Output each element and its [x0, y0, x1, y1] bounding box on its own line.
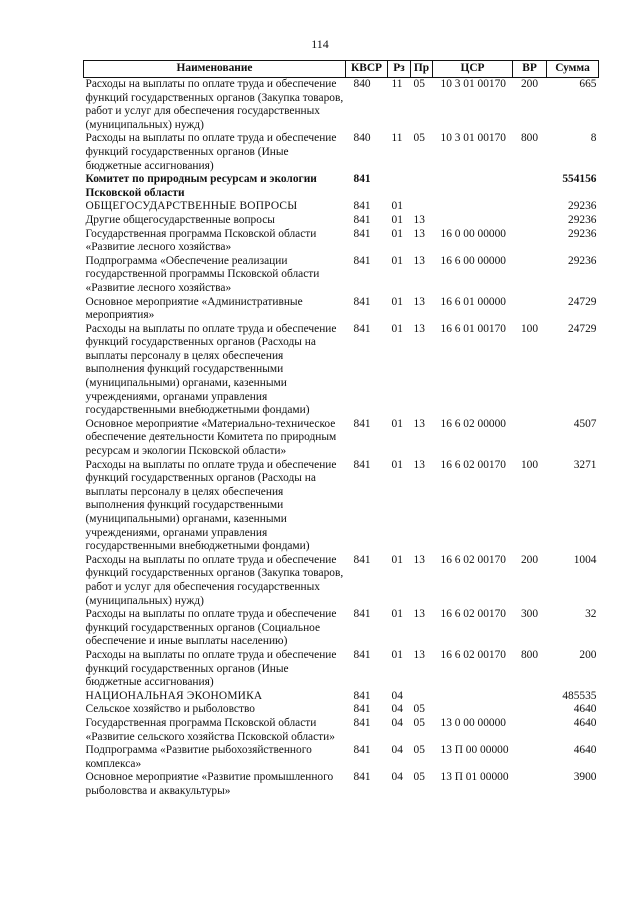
cell-name: Расходы на выплаты по оплате труда и обеспечение функций государственных органов (Расходы на выплаты персоналу в целях обеспечения выполнения функций государственными (муниципальными) органами, казенными учреждениями, органами управления государственными внебюджетными фондами) — [85, 322, 337, 417]
cell-pr — [411, 200, 433, 214]
table-row — [84, 459, 599, 554]
table-row — [84, 717, 599, 744]
cell-pr: 05 — [413, 78, 425, 90]
header-name: Наименование — [84, 61, 346, 78]
cell-pr: 13 — [413, 553, 425, 566]
cell-vr — [513, 296, 547, 323]
cell-rz: 11 — [391, 132, 403, 145]
table-row — [84, 771, 599, 798]
cell-sum: 4640 — [573, 744, 597, 757]
cell-kvsr: 841 — [353, 295, 371, 308]
cell-rz: 01 — [391, 295, 403, 308]
cell-pr: 13 — [413, 608, 425, 621]
cell-name: Подпрограмма «Развитие рыбохозяйственного комплекса» — [85, 744, 312, 770]
table-row — [84, 690, 599, 704]
cell-rz: 01 — [391, 648, 403, 661]
cell-csr — [433, 200, 513, 214]
cell-vr: 800 — [520, 132, 539, 145]
cell-csr — [433, 703, 513, 717]
cell-kvsr: 841 — [353, 648, 371, 661]
cell-rz: 01 — [391, 553, 403, 566]
cell-pr: 13 — [413, 295, 425, 308]
cell-sum: 1004 — [573, 553, 597, 566]
cell-vr — [513, 214, 547, 228]
cell-rz: 11 — [391, 78, 403, 90]
cell-pr — [411, 690, 433, 704]
cell-pr: 13 — [413, 648, 425, 661]
cell-kvsr: 841 — [353, 689, 371, 702]
cell-vr — [513, 717, 547, 744]
cell-kvsr: 841 — [353, 744, 371, 757]
cell-csr: 13 П 00 00000 — [440, 744, 509, 757]
cell-vr — [513, 255, 547, 296]
cell-kvsr: 841 — [353, 200, 371, 213]
cell-name: Сельское хозяйство и рыболовство — [85, 703, 255, 716]
cell-kvsr: 841 — [353, 417, 371, 430]
cell-rz — [388, 173, 411, 200]
cell-name: Расходы на выплаты по оплате труда и обеспечение функций государственных органов (Закупка товаров, работ и услуг для обеспечения государственных (муниципальных) нужд) — [85, 78, 344, 131]
cell-name: Основное мероприятие «Административные мероприятия» — [85, 295, 303, 322]
cell-kvsr: 841 — [353, 553, 371, 566]
table-row — [84, 323, 599, 418]
cell-name: Расходы на выплаты по оплате труда и обеспечение функций государственных органов (Социальное обеспечение и иные выплаты населению) — [85, 608, 337, 648]
table-row — [84, 78, 599, 133]
cell-csr: 16 6 02 00170 — [440, 648, 506, 661]
cell-rz: 01 — [391, 254, 403, 267]
cell-csr: 16 6 02 00170 — [440, 458, 506, 471]
cell-rz: 04 — [391, 689, 403, 702]
cell-name: Государственная программа Псковской области «Развитие сельского хозяйства Псковской области» — [85, 716, 335, 743]
cell-vr: 100 — [520, 458, 539, 471]
table-body — [84, 78, 599, 799]
cell-sum: 200 — [579, 648, 597, 661]
cell-name: Другие общегосударственные вопросы — [85, 213, 275, 226]
cell-name: Расходы на выплаты по оплате труда и обеспечение функций государственных органов (Иные бюджетные ассигнования) — [85, 132, 337, 172]
table-row — [84, 608, 599, 649]
cell-pr: 13 — [413, 458, 425, 471]
cell-rz: 04 — [391, 744, 403, 757]
cell-vr — [513, 228, 547, 255]
cell-name: НАЦИОНАЛЬНАЯ ЭКОНОМИКА — [85, 689, 263, 702]
cell-name: Подпрограмма «Обеспечение реализации государственной программы Псковской области «Развитие лесного хозяйства» — [85, 254, 320, 294]
cell-rz: 01 — [391, 200, 403, 213]
cell-sum: 29236 — [568, 227, 597, 240]
cell-csr: 10 3 01 00170 — [440, 132, 506, 145]
cell-csr: 16 0 00 00000 — [440, 227, 506, 240]
cell-pr: 13 — [413, 417, 425, 430]
cell-csr: 16 6 00 00000 — [440, 254, 506, 267]
cell-pr: 13 — [413, 227, 425, 240]
cell-csr: 16 6 02 00170 — [440, 608, 506, 621]
cell-rz: 04 — [391, 703, 403, 716]
table-row — [84, 200, 599, 214]
cell-vr — [513, 771, 547, 798]
cell-kvsr: 841 — [353, 703, 371, 716]
cell-kvsr: 841 — [353, 458, 371, 471]
cell-rz: 01 — [391, 458, 403, 471]
cell-kvsr: 841 — [353, 771, 371, 784]
cell-vr — [513, 418, 547, 459]
cell-pr: 05 — [413, 703, 425, 716]
cell-sum: 3900 — [573, 771, 597, 784]
cell-vr — [513, 703, 547, 717]
table-row — [84, 703, 599, 717]
cell-sum: 485535 — [562, 689, 597, 702]
cell-rz: 01 — [391, 227, 403, 240]
cell-csr: 13 0 00 00000 — [440, 716, 506, 729]
cell-kvsr: 841 — [353, 227, 371, 240]
cell-sum: 29236 — [568, 200, 597, 213]
cell-rz: 04 — [391, 716, 403, 729]
cell-kvsr: 840 — [353, 78, 371, 90]
header-kvsr: КВСР — [346, 61, 388, 78]
cell-kvsr: 841 — [353, 716, 371, 729]
cell-pr: 13 — [413, 213, 425, 226]
cell-pr: 05 — [413, 716, 425, 729]
cell-csr: 10 3 01 00170 — [440, 78, 506, 90]
table-row — [84, 228, 599, 255]
cell-vr: 100 — [520, 322, 539, 335]
header-sum: Сумма — [547, 61, 599, 78]
cell-pr: 05 — [413, 132, 425, 145]
cell-name: ОБЩЕГОСУДАРСТВЕННЫЕ ВОПРОСЫ — [85, 200, 298, 213]
table-row — [84, 296, 599, 323]
cell-csr: 16 6 01 00000 — [440, 295, 506, 308]
cell-pr: 05 — [413, 744, 425, 757]
cell-kvsr: 841 — [353, 213, 371, 226]
cell-vr — [513, 744, 547, 771]
cell-kvsr: 841 — [353, 254, 371, 267]
cell-name: Основное мероприятие «Развитие промышленного рыболовства и аквакультуры» — [85, 771, 334, 797]
cell-sum: 29236 — [568, 213, 597, 226]
cell-sum: 29236 — [568, 254, 597, 267]
cell-pr — [411, 173, 433, 200]
cell-vr: 800 — [520, 648, 539, 661]
table-row — [84, 255, 599, 296]
cell-vr — [513, 690, 547, 704]
cell-pr: 05 — [413, 771, 425, 784]
cell-name: Расходы на выплаты по оплате труда и обеспечение функций государственных органов (Иные бюджетные ассигнования) — [85, 648, 337, 689]
table-row — [84, 744, 599, 771]
cell-csr: 16 6 01 00170 — [440, 322, 506, 335]
cell-csr: 16 6 02 00170 — [440, 553, 506, 566]
cell-sum: 8 — [590, 132, 597, 145]
cell-vr: 200 — [520, 78, 539, 90]
cell-vr: 300 — [520, 608, 539, 621]
budget-table — [83, 60, 599, 798]
cell-sum: 554156 — [562, 173, 597, 186]
cell-rz: 01 — [391, 417, 403, 430]
cell-kvsr: 841 — [353, 608, 371, 621]
cell-kvsr: 841 — [353, 322, 371, 335]
page-number: 114 — [311, 37, 329, 51]
cell-pr: 13 — [413, 322, 425, 335]
cell-csr — [433, 173, 513, 200]
cell-name: Государственная программа Псковской области «Развитие лесного хозяйства» — [85, 227, 317, 254]
table-row — [84, 132, 599, 173]
cell-kvsr: 841 — [353, 173, 371, 186]
cell-pr: 13 — [413, 254, 425, 267]
cell-sum: 4507 — [573, 417, 597, 430]
table-row — [84, 649, 599, 690]
header-pr: Пр — [411, 61, 433, 78]
cell-name: Расходы на выплаты по оплате труда и обеспечение функций государственных органов (Расходы на выплаты персоналу в целях обеспечения выполнения функций государственными (муниципальными) органами, казенными учреждениями, органами управления государственными внебюджетными фондами) — [85, 458, 337, 553]
cell-csr — [433, 214, 513, 228]
cell-sum: 4640 — [573, 703, 597, 716]
cell-name: Расходы на выплаты по оплате труда и обеспечение функций государственных органов (Закупка товаров, работ и услуг для обеспечения государственных (муниципальных) нужд) — [85, 553, 344, 607]
header-csr: ЦСР — [433, 61, 513, 78]
header-vr: ВР — [513, 61, 547, 78]
cell-sum: 24729 — [568, 322, 597, 335]
cell-sum: 3271 — [573, 458, 597, 471]
cell-rz: 04 — [391, 771, 403, 784]
table-row — [84, 214, 599, 228]
cell-vr — [513, 173, 547, 200]
cell-sum: 32 — [585, 608, 597, 621]
table-header-row — [84, 61, 599, 78]
cell-sum: 665 — [579, 78, 597, 90]
table-row — [84, 173, 599, 200]
cell-rz: 01 — [391, 213, 403, 226]
cell-sum: 24729 — [568, 295, 597, 308]
cell-kvsr: 840 — [353, 132, 371, 145]
cell-name: Комитет по природным ресурсам и экологии Псковской области — [85, 173, 317, 199]
cell-rz: 01 — [391, 322, 403, 335]
cell-csr: 13 П 01 00000 — [440, 771, 509, 784]
table-row — [84, 554, 599, 608]
cell-vr — [513, 200, 547, 214]
cell-rz: 01 — [391, 608, 403, 621]
cell-csr — [433, 690, 513, 704]
header-rz: Рз — [388, 61, 411, 78]
table-row — [84, 418, 599, 459]
cell-vr: 200 — [520, 553, 539, 566]
cell-name: Основное мероприятие «Материально-техническое обеспечение деятельности Комитета по природным ресурсам и экологии Псковской области» — [85, 417, 337, 458]
cell-csr: 16 6 02 00000 — [440, 417, 506, 430]
cell-sum: 4640 — [573, 716, 597, 729]
